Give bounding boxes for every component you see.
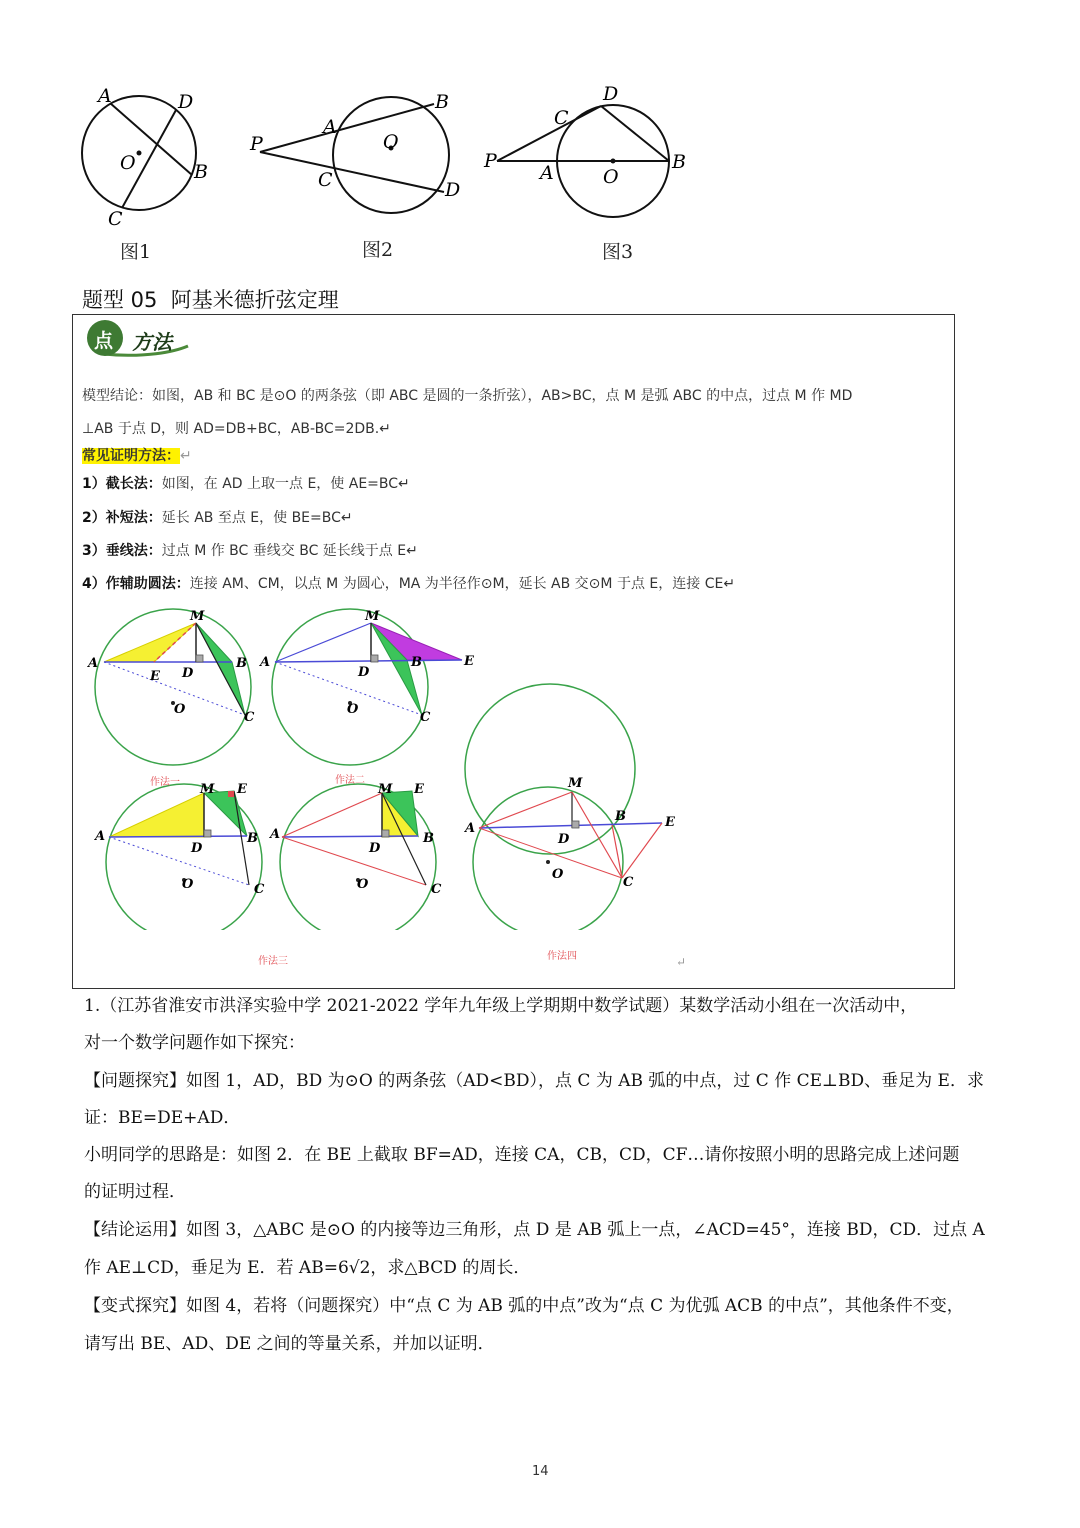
svg-text:A: A [260, 655, 271, 670]
svg-text:D: D [178, 91, 194, 113]
svg-text:M: M [378, 782, 393, 797]
method-4-label: 4）作辅助圆法： [82, 576, 190, 592]
svg-text:B: B [411, 655, 422, 670]
svg-text:A: A [323, 116, 337, 138]
method-1 [82, 473, 410, 493]
svg-text:D: D [445, 179, 461, 201]
method-2-text: 延长 AB 至点 E，使 BE=BC↵ [161, 510, 353, 526]
svg-text:E: E [464, 654, 474, 669]
svg-text:O: O [603, 166, 619, 188]
svg-text:O: O [347, 702, 359, 717]
svg-text:O: O [383, 131, 399, 153]
method-diagrams [82, 600, 702, 930]
problem-line-6: 的证明过程． [84, 1182, 186, 1202]
section-title: 题型 05 阿基米德折弦定理 [82, 288, 339, 312]
method-4 [82, 573, 735, 593]
problem-line-5: 小明同学的思路是：如图 2．在 BE 上截取 BF=AD，连接 CA，CB，CD，CF…请你按照小明的思路完成上述问题 [84, 1145, 960, 1165]
svg-text:B: B [435, 91, 449, 113]
svg-text:C: C [554, 107, 569, 129]
svg-text:O: O [552, 867, 564, 882]
svg-text:B: B [423, 831, 434, 846]
svg-text:M: M [190, 609, 205, 624]
problem-line-2: 对一个数学问题作如下探究： [84, 1033, 305, 1053]
method-badge-label: 方法 [132, 330, 172, 354]
figure-caption-2: 图2 [362, 239, 394, 261]
svg-text:C: C [318, 169, 333, 191]
figure-2 [249, 91, 460, 213]
svg-text:D: D [191, 841, 203, 856]
method-caption-4: 作法四 [547, 951, 577, 962]
svg-text:C: C [108, 208, 123, 230]
page-number: 14 [532, 1464, 549, 1479]
svg-text:C: C [623, 875, 634, 890]
svg-text:B: B [615, 809, 626, 824]
svg-text:P: P [250, 133, 263, 155]
svg-text:O: O [357, 877, 369, 892]
method-2-label: 2）补短法： [82, 510, 162, 526]
svg-text:P: P [484, 150, 497, 172]
method-diagram-1 [86, 609, 255, 765]
method-2 [82, 507, 353, 527]
svg-text:E: E [237, 782, 247, 797]
svg-text:C: C [254, 882, 265, 897]
method-caption-3: 作法三 [258, 956, 288, 967]
svg-text:E: E [150, 669, 160, 684]
methods-heading-mark: ↵ [180, 448, 192, 464]
method-diagram-4 [268, 782, 442, 930]
method-badge-char: 点 [94, 330, 114, 352]
method-4-text: 连接 AM、CM，以点 M 为圆心，MA 为半径作⊙M，延长 AB 交⊙M 于点 E，连接 CE↵ [189, 576, 736, 592]
svg-text:D: D [358, 665, 370, 680]
method-3 [82, 540, 418, 560]
method-diagram-5 [463, 684, 676, 930]
svg-text:A: A [95, 829, 106, 844]
svg-text:A: A [88, 656, 99, 671]
svg-text:B: B [672, 151, 686, 173]
problem-line-9: 【变式探究】如图 4，若将（问题探究）中“点 C 为 AB 弧的中点”改为“点 C 为优弧 ACB 的中点”，其他条件不变， [84, 1296, 964, 1316]
svg-text:C: C [431, 882, 442, 897]
problem-line-1: 1.（江苏省淮安市洪泽实验中学 2021-2022 学年九年级上学期期中数学试题）某数学活动小组在一次活动中， [84, 996, 918, 1016]
method-diagram-2 [258, 609, 475, 765]
problem-line-10: 请写出 BE、AD、DE 之间的等量关系，并加以证明． [84, 1334, 495, 1354]
svg-text:A: A [465, 821, 476, 836]
svg-text:O: O [182, 877, 194, 892]
figure-caption-1: 图1 [120, 241, 152, 263]
problem-line-4: 证：BE=DE+AD． [84, 1108, 241, 1128]
method-caption-1: 作法一 [150, 777, 180, 788]
svg-text:A: A [540, 162, 554, 184]
problem-line-8: 作 AE⊥CD，垂足为 E．若 AB=6√2，求△BCD 的周长． [84, 1258, 531, 1278]
problem-line-3: 【问题探究】如图 1，AD，BD 为⊙O 的两条弦（AD<BD），点 C 为 AB 弧的中点，过 C 作 CE⊥BD、垂足为 E．求 [84, 1071, 984, 1091]
svg-text:D: D [558, 832, 570, 847]
method-3-label: 3）垂线法： [82, 543, 162, 559]
svg-text:B: B [194, 161, 208, 183]
figure-3 [483, 83, 686, 217]
svg-text:O: O [120, 152, 136, 174]
svg-text:C: C [420, 710, 431, 725]
methods-heading [82, 445, 192, 465]
svg-text:A: A [270, 827, 281, 842]
method-diagram-3 [93, 782, 265, 930]
svg-text:B: B [236, 656, 247, 671]
svg-text:D: D [182, 666, 194, 681]
svg-text:D: D [603, 83, 619, 105]
svg-text:M: M [568, 776, 583, 791]
svg-text:B: B [247, 831, 258, 846]
svg-text:D: D [369, 841, 381, 856]
model-line-1: 模型结论：如图，AB 和 BC 是⊙O 的两条弦（即 ABC 是圆的一条折弦），AB>BC，点 M 是弧 ABC 的中点，过点 M 作 MD [82, 388, 853, 404]
svg-text:O: O [174, 702, 186, 717]
svg-text:C: C [244, 710, 255, 725]
method-3-text: 过点 M 作 BC 垂线交 BC 延长线于点 E↵ [161, 543, 418, 559]
method-1-label: 1）截长法： [82, 476, 162, 492]
svg-text:E: E [665, 815, 675, 830]
methods-heading-text: 常见证明方法： [82, 448, 180, 464]
svg-text:E: E [414, 782, 424, 797]
problem-line-7: 【结论运用】如图 3，△ABC 是⊙O 的内接等边三角形，点 D 是 AB 弧上一点，∠ACD=45°，连接 BD，CD．过点 A [84, 1220, 985, 1240]
box-end-mark: ↵ [676, 955, 687, 969]
method-1-text: 如图，在 AD 上取一点 E，使 AE=BC↵ [161, 476, 410, 492]
svg-text:M: M [200, 782, 215, 797]
svg-text:A: A [98, 85, 112, 107]
method-caption-2: 作法二 [335, 775, 365, 786]
model-line-2: ⊥AB 于点 D，则 AD=DB+BC，AB-BC=2DB.↵ [82, 421, 391, 437]
svg-text:M: M [365, 609, 380, 624]
figure-caption-3: 图3 [602, 241, 634, 263]
figure-1 [82, 85, 208, 230]
